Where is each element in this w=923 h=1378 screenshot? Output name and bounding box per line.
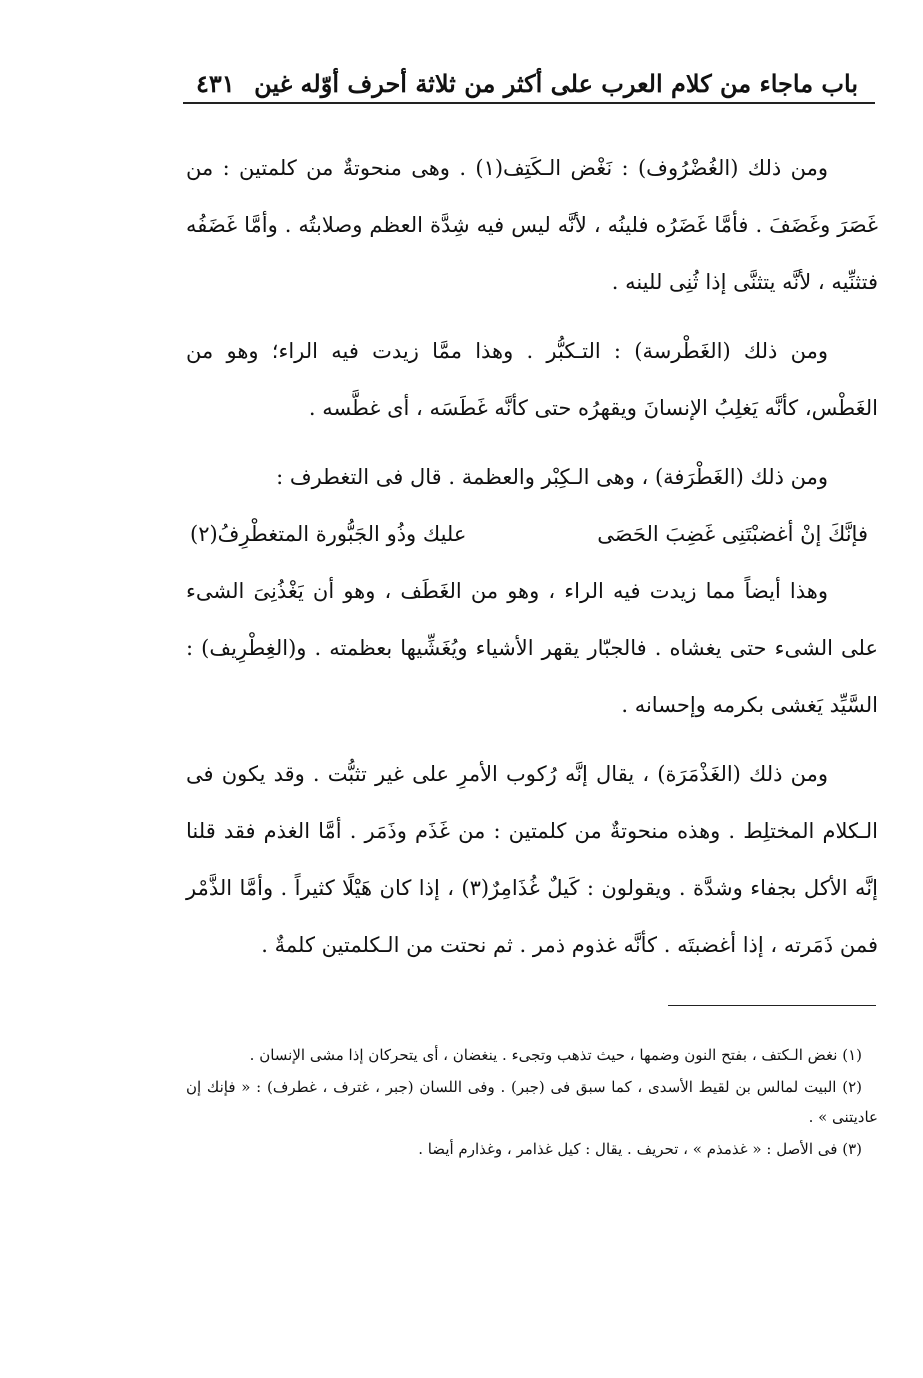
paragraph-ghataf: وهذا أيضاً مما زيدت فيه الراء ، وهو من الغَطَف ، وهو أن يَغْذُنِىَ الشىء على الشىء حتى يغشاه . فالجبّار يقهر الأشياء ويُغَشِّيها بعظمته . و(الغِطْرِيف) : السَّيِّد يَغشى بكرمه وإحسانه . <box>186 579 878 717</box>
running-header <box>190 58 858 98</box>
poetry-verse <box>186 506 878 563</box>
verse-second-hemistich: عليك وذُو الجَبُّورة المتغطْرِفُ(٢) <box>190 522 467 546</box>
chapter-title: باب ماجاء من كلام العرب على أكثر من ثلاثة أحرف أوّله غين <box>254 69 858 98</box>
paragraph-ghadhmara: ومن ذلك (الغَذْمَرَة) ، يقال إنَّه رُكوب الأمرِ على غير تثبُّت . وقد يكون فى الـكلام المختلِط . وهذه منحوتةٌ من كلمتين : من غَذَم وذَمَر . أمَّا الغذم فقد قلنا إنَّه الأكل بجفاء وشدَّة . ويقولون : كَيلٌ غُذَامِرٌ(٣) ، إذا كان هَيْلًا كثيراً . وأمَّا الذَّمْر فمن ذَمَرته ، إذا أغضبتَه . كأنَّه غذوم ذمر . ثم نحتت من الـكلمتين كلمةٌ . <box>186 762 878 957</box>
verse-first-hemistich: فإنَّكَ إنْ أغضبْتَنِى غَضِبَ الحَصَى <box>597 522 868 546</box>
paragraph-ghatrasa: ومن ذلك (الغَطْرسة) : التـكبُّر . وهذا ممَّا زيدت فيه الراء؛ وهو من الغَطْس، كأنَّه يَغلِبُ الإنسانَ ويقهرُه حتى كأنَّه غَطَسَه ، أى غطَّسه . <box>186 339 878 420</box>
footnote-divider <box>668 1005 876 1006</box>
page-number: ٤٣١ <box>196 69 235 98</box>
main-text <box>186 140 878 986</box>
paragraph-ghatrafa: ومن ذلك (الغَطْرَفة) ، وهى الـكِبْر والعظمة . قال فى التغطرف : <box>276 465 828 489</box>
footnote-1: (١) نغض الـكتف ، بفتح النون وضمها ، حيث تذهب وتجىء . ينغضان ، أى يتحركان إذا مشى الإنسان . <box>249 1046 862 1064</box>
paragraph-ghudruf: ومن ذلك (الغُضْرُوف) : نَغْض الـكَتِف(١) . وهى منحوتةٌ من كلمتين : من غَصَرَ وغَضَفَ . فأمَّا غَضَرُه فلينُه ، لأنَّه ليس فيه شِدَّة العظم وصلابتُه . وأمَّا غَضَفُه فتثنِّيه ، لأنَّه يتثنَّى إذا ثُنِى للينه . <box>186 156 878 294</box>
header-divider <box>183 102 875 104</box>
footnote-3: (٣) فى الأصل : « غذمذم » ، تحريف . يقال : كيل غذامر ، وغذارم أيضا . <box>418 1140 862 1158</box>
footnotes <box>186 1040 878 1166</box>
footnote-2: (٢) البيت لمالس بن لقيط الأسدى ، كما سبق فى (جبر) . وفى اللسان (جبر ، غترف ، غطرف) : « فإنك إن عاديتنى » . <box>186 1078 878 1126</box>
